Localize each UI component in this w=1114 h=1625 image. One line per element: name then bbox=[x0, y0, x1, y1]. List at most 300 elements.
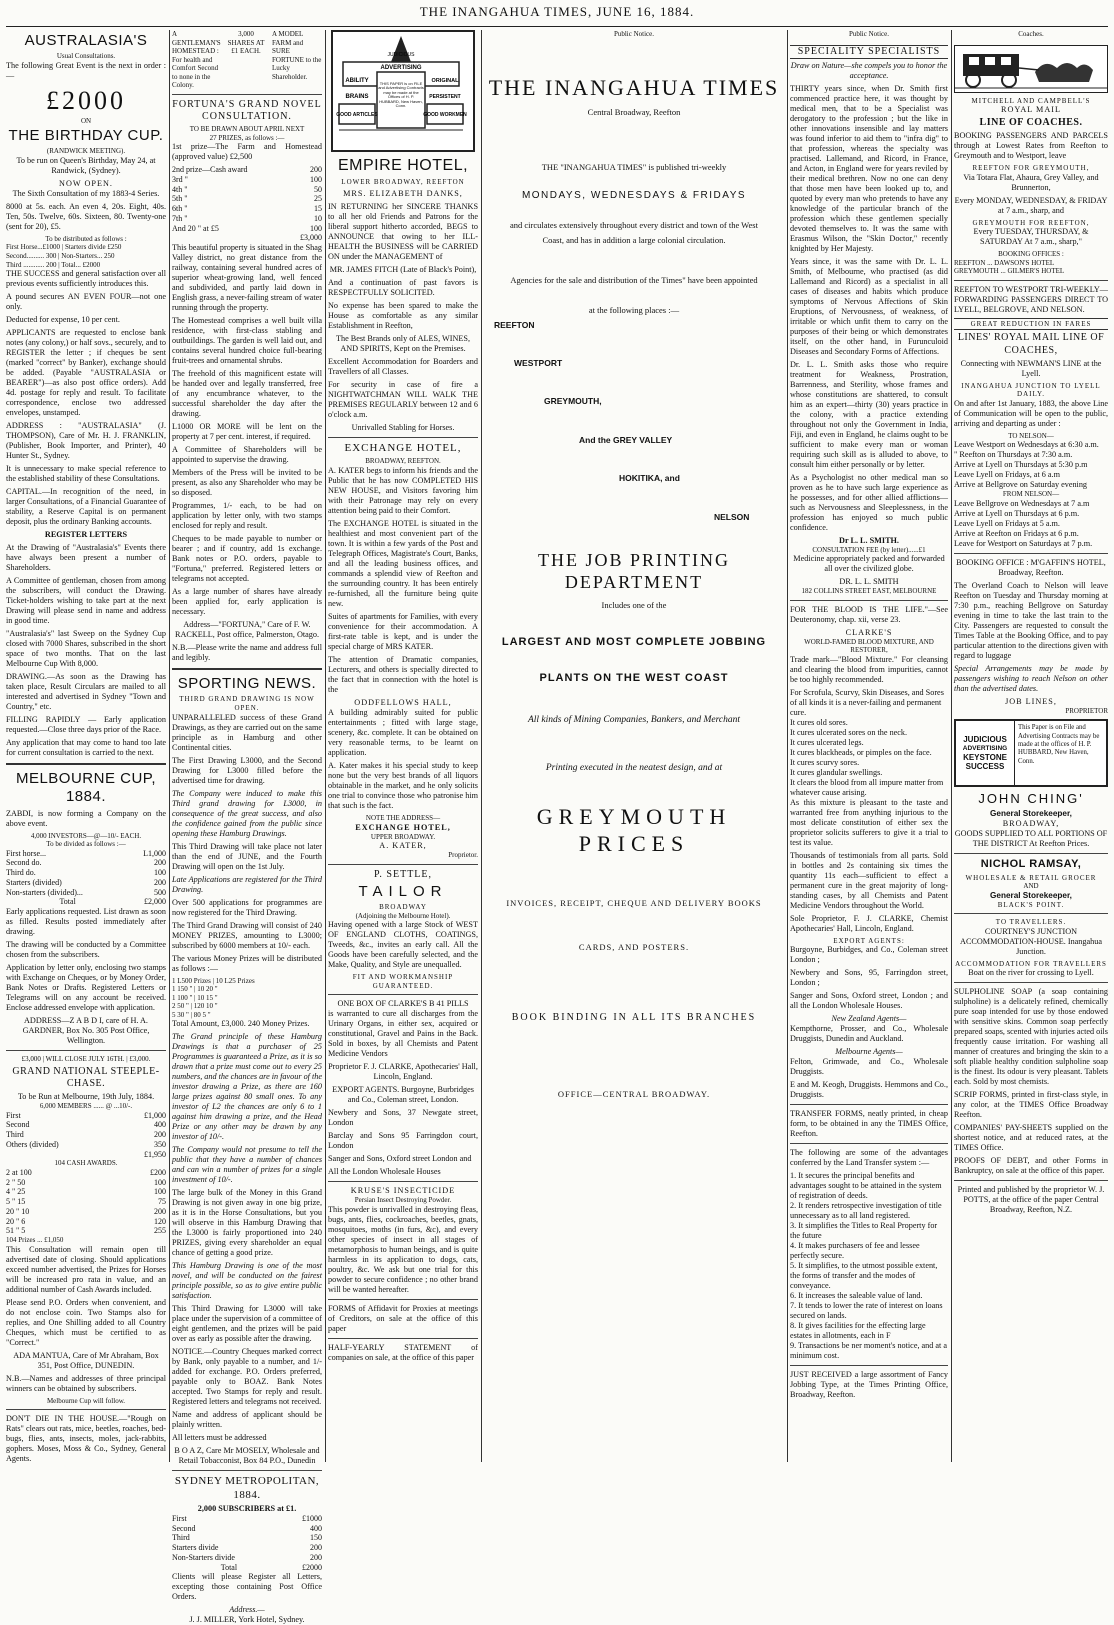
table-row bbox=[6, 1150, 166, 1160]
cell: L1,000 bbox=[143, 848, 166, 858]
cell: 5th " bbox=[172, 194, 188, 204]
cell: 400 bbox=[154, 1120, 166, 1130]
paragraph: ADA MANTUA, Care of Mr Abraham, Box 351, Post Office, DUNEDIN. bbox=[13, 1350, 159, 1370]
divider bbox=[328, 864, 478, 865]
table-row bbox=[6, 897, 166, 907]
schedule-line: Leave Westport on Wednesdays at 6:30 a.m. bbox=[954, 440, 1099, 450]
text: A MODEL FARM and SURE FORTUNE to the Lucky Shareholder. bbox=[272, 30, 322, 81]
text: 27 PRIZES, as follows :— bbox=[209, 133, 285, 142]
place-greymouth: GREYMOUTH, bbox=[544, 396, 602, 407]
melbourne-cup-heading: MELBOURNE CUP, 1884. bbox=[15, 770, 157, 806]
paragraph: Burgoyne, Burbidges, and Co., Coleman street London ; bbox=[790, 945, 948, 965]
clarke-heading: CLARKE'S bbox=[845, 627, 893, 637]
paragraph: The Overland Coach to Nelson will leave Reefton on Tuesday and Thursday morning at 7:30 p.m., reaching Bellgrove on Saturday evening in time to take the last train to the City. Passengers are requested to consult the Times Table at the Booking Office, and to pay particular attention to the directions given with regard to luggage bbox=[954, 580, 1108, 660]
list-item: 1. It secures the principal benefits and advantages sought to be attained in the system of registration of deeds. bbox=[790, 1171, 942, 1201]
cell: 5 " 15 bbox=[6, 1197, 26, 1207]
paragraph: L1000 OR MORE will be lent on the property at 7 per cent. interest, if required. bbox=[172, 422, 322, 442]
list-item: 4. It makes purchasers of fee and lessee perfectly secure. bbox=[790, 1241, 920, 1261]
text: BROADWAY, bbox=[1002, 819, 1060, 829]
cell: Starters (divided) bbox=[6, 877, 62, 887]
cell: 255 bbox=[154, 1226, 166, 1236]
cell: 150 bbox=[310, 1533, 322, 1543]
prize-line: 1 100 " | 10 15 " bbox=[172, 993, 218, 1002]
text: Includes one of the bbox=[601, 599, 667, 610]
paragraph: A building admirably suited for public entertainments ; fitted with large stage, scenery, &c. complete. It can be obtained on very reasonable terms, to be learnt on application. bbox=[328, 707, 478, 757]
table-row bbox=[172, 233, 322, 243]
cell: Second bbox=[6, 1120, 30, 1130]
paragraph: DON'T DIE IN THE HOUSE.—"Rough on Rats" clears out rats, mice, beetles, roaches, bed-bugs, flies, ants, insects, moles, jack-rabbits, gophers. Moses, Moss & Co., Sydney, General Agents. bbox=[6, 1414, 166, 1464]
paragraph: The Homestead comprises a well built villa residence, with first-class stabling and outbuildings. The garden is well laid out, and contains several hundred choice full-bearing fruit-trees and ornamental shrubs. bbox=[172, 316, 322, 366]
paragraph: Printed and published by the proprietor W. J. POTTS, at the office of the paper Central Broadway, Reefton, N.Z. bbox=[957, 1185, 1105, 1215]
cell: £2,000 bbox=[144, 897, 166, 907]
paragraph: CAPITAL.—In recognition of the need, in larger Consultations, of a Financial Guarantee of stability, a Reserve Capital is on permanent deposit, plus the ordinary Banking accounts. bbox=[6, 487, 166, 527]
cell: 100 bbox=[310, 223, 322, 233]
text: AND bbox=[1023, 882, 1039, 891]
table-row bbox=[6, 1217, 166, 1227]
cell: 25 bbox=[314, 194, 322, 204]
cell: £1,000 bbox=[144, 1110, 166, 1120]
cell: Third do. bbox=[6, 868, 36, 878]
table-row bbox=[172, 194, 322, 204]
paragraph: At the Drawing of "Australasia's" Events there have always been present a number of Shareholders. bbox=[6, 543, 166, 573]
table-row bbox=[6, 1226, 166, 1236]
paragraph: REEFTON TO WESTPORT TRI-WEEKLY—FORWARDING PASSENGERS DIRECT TO LYELL, BELGROVE, AND NELSON. bbox=[954, 284, 1108, 314]
paragraph: Thousands of testimonials from all parts. Sold in bottles and 2s containing six times the quantity 11s each—sufficient to effect a permanent cure in the great majority of long-standing cases, by all Chemists and Patent Medicine Vendors throughout the World. bbox=[790, 850, 948, 910]
stamp-word: GOOD ARTICLES bbox=[336, 112, 378, 118]
table-row bbox=[6, 868, 166, 878]
paragraph: Kempthorne, Prosser, and Co., Wholesale Druggists, Dunedin and Auckland. bbox=[790, 1024, 948, 1044]
cell: Non-Starters divide bbox=[172, 1552, 235, 1562]
ad-text: This Paper is on File and Advertising Contracts may be made at the offices of H. P. HUBBARD, New Haven, Conn. bbox=[1018, 724, 1100, 765]
public-notice-label: Public Notice. bbox=[613, 30, 655, 38]
paragraph: Unrivalled Stabling for Horses. bbox=[351, 423, 455, 433]
text: MITCHELL AND CAMPBELL'S bbox=[971, 96, 1091, 105]
stamp-word: JUDICIOUS bbox=[387, 52, 415, 58]
text: To be Run at Melbourne, 19th July, 1884. bbox=[17, 1092, 155, 1102]
paragraph: No expense has been spared to make the House as comfortable as any similar Establishment in Reefton, bbox=[328, 301, 478, 331]
table-row bbox=[172, 204, 322, 214]
text: REEFTON FOR GREYMOUTH, bbox=[972, 164, 1090, 173]
paragraph: DRAWING.—As soon as the Drawing has taken place, Result Circulars are mailed to all interested and advertised in Sydney "Town and Country," etc. bbox=[6, 672, 166, 712]
text: BROADWAY, REEFTON. bbox=[365, 457, 441, 466]
divider bbox=[954, 1180, 1108, 1181]
text: FROM NELSON— bbox=[1002, 490, 1060, 499]
coach-graphic bbox=[955, 46, 1107, 90]
paragraph: Every TUESDAY, THURSDAY, & SATURDAY At 7 a.m., sharp," bbox=[973, 227, 1089, 247]
divider bbox=[328, 1299, 478, 1300]
divider bbox=[790, 1365, 948, 1366]
divider bbox=[954, 553, 1108, 554]
paragraph: Sanger and Sons, Oxford street, London ; and all the London Wholesale Houses. bbox=[790, 991, 948, 1011]
table-row bbox=[6, 1168, 166, 1178]
paragraph: Having opened with a large Stock of WEST OF ENGLAND CLOTHS, COATINGS, Tweeds, &c., invites an early call. All the Goods have been carefully selected, and the Make, Quality, and Style are unequalled. bbox=[328, 920, 478, 970]
paragraph: Address—"FORTUNA," Care of F. W. RACKELL, Post office, Palmerston, Otago. bbox=[174, 620, 320, 640]
paragraph: FILLING RAPIDLY — Early application requested.—Close three days prior of the Race. bbox=[6, 715, 166, 735]
paragraph: Suites of apartments for Families, with every convenience for their accommodation. A first-rate table is kept, and is under the special charge of MRS KATER. bbox=[328, 611, 478, 651]
paragraph: The drawing will be conducted by a Committee chosen from the subscribers. bbox=[6, 940, 166, 960]
table-row bbox=[172, 175, 322, 185]
paragraph: Proprietor F. J. CLARKE, Apothecaries' Hall, Lincoln, England. bbox=[328, 1062, 478, 1082]
paragraph: Cheques to be made payable to number or bearer ; and if country, add 1s exchange. Bank notes or P.O. orders, payable to "Fortuna," preferred. Registered letters or telegrams not accepted. bbox=[172, 534, 322, 584]
column-2 bbox=[172, 30, 323, 1625]
text: To be divided as follows :— bbox=[46, 840, 126, 849]
coaches-label: Coaches. bbox=[1018, 30, 1044, 38]
column-divider bbox=[787, 30, 788, 1462]
table-row bbox=[6, 1140, 166, 1150]
text: BOOKING OFFICES : bbox=[998, 250, 1064, 259]
cell: First bbox=[6, 1110, 21, 1120]
paragraph: This Consultation will remain open till advertised date of closing. Should applications exceed number advertised, the Prizes for Horses will be increased pro rata in value, and an additional number of Cash Awards included. bbox=[6, 1244, 166, 1294]
cell: 500 bbox=[154, 887, 166, 897]
paragraph: ADDRESS—Z A B D I, care of H. A. GARDNER, Box No. 305 Post Office, Wellington. bbox=[22, 1016, 150, 1046]
text: Persian Insect Destroying Powder. bbox=[354, 1196, 452, 1205]
steeplechase-heading: GRAND NATIONAL STEEPLE-CHASE. bbox=[12, 1065, 160, 1089]
john-ching-heading: JOHN CHING' bbox=[978, 791, 1084, 807]
paragraph: "Australasia's" last Sweep on the Sydney Cup closed with 7000 Shares, subscribed in the short space of two months. That on the last Melbourne Cup With 8,000. bbox=[6, 629, 166, 669]
paragraph: EXPORT AGENTS. Burgoyne, Burbridges and Co., Coleman street, London. bbox=[332, 1085, 474, 1105]
table-row bbox=[172, 1563, 322, 1573]
cell: First bbox=[172, 1513, 187, 1523]
divider bbox=[6, 1409, 166, 1410]
paragraph: E and M. Keogh, Druggists. Hemmons and Co., Druggists. bbox=[790, 1080, 948, 1100]
table-row bbox=[6, 858, 166, 868]
ad-word: JUDICIOUS bbox=[963, 734, 1007, 744]
text: 104 CASH AWARDS. bbox=[54, 1159, 118, 1168]
cash-awards-table bbox=[6, 1168, 166, 1236]
paragraph: FORMS of Affidavit for Proxies at meetings of Creditors, on sale at the office of this paper bbox=[328, 1303, 478, 1333]
text: ON bbox=[80, 116, 92, 125]
cell: Non-starters (divided)... bbox=[6, 887, 83, 897]
text: REEFTON ... DAWSON'S HOTEL bbox=[954, 258, 1055, 267]
paragraph: The Company were induced to make this Third grand drawing for L3000, in consequence of the great success, and also the confidence gained from the public since opening these Hamburg Drawings. bbox=[172, 788, 322, 838]
list-item: It cures ulcerated legs. bbox=[790, 737, 864, 747]
clarke-pills-heading: ONE BOX OF CLARKE'S B 41 PILLS bbox=[337, 999, 469, 1009]
text: General Storekeeper, bbox=[990, 809, 1072, 819]
text: CARDS, AND POSTERS. bbox=[578, 942, 690, 953]
table-row bbox=[172, 1543, 322, 1553]
paragraph: Excellent Accommodation for Boarders and Travellers of all Classes. bbox=[328, 357, 478, 377]
settle-heading: P. SETTLE, bbox=[373, 868, 433, 880]
text: MRS. ELIZABETH DANKS, bbox=[343, 189, 463, 199]
table-row bbox=[6, 1178, 166, 1188]
prize-table bbox=[172, 1514, 322, 1573]
ad-word: ADVERTISING bbox=[962, 744, 1008, 752]
paragraph: Barclay and Sons 95 Farringdon court, London bbox=[328, 1131, 478, 1151]
text: General Storekeeper, bbox=[990, 890, 1072, 900]
divider bbox=[790, 1104, 948, 1105]
paragraph: Felton, Grimwade, and Co., Wholesale Druggists. bbox=[790, 1057, 948, 1077]
prize-line: Second.......... 300 | Non-Starters... 250 bbox=[6, 251, 115, 260]
column-divider bbox=[951, 30, 952, 1462]
list-item: It cures blackheads, or pimples on the face. bbox=[790, 747, 932, 757]
cell: 200 bbox=[154, 1206, 166, 1216]
paragraph: Clients will please Register all Letters, excepting those containing Post Office Orders. bbox=[172, 1572, 322, 1602]
divider bbox=[328, 1338, 478, 1339]
text: GREYMOUTH ... GILMER'S HOTEL bbox=[954, 267, 1065, 276]
text: DR. L. L. SMITH bbox=[839, 577, 899, 587]
text: BOOK BINDING IN ALL ITS BRANCHES bbox=[511, 1012, 757, 1024]
text: The following Great Event is the next in order :— bbox=[6, 60, 166, 80]
column-4 bbox=[484, 30, 784, 1462]
paragraph: A Committee of gentleman, chosen from among the subscribers, will conduct the Drawing. Ticket-holders wishing to take part at the next Drawing will please send in name and address in good time. bbox=[6, 576, 166, 626]
paragraph: SCRIP FORMS, printed in first-class style, in any color, at the TIMES Office Broadway Reefton. bbox=[954, 1090, 1108, 1120]
table-row bbox=[172, 1553, 322, 1563]
paragraph: COMPANIES' PAY-SHEETS supplied on the shortest notice, and at reduced rates, at the TIMES Office. bbox=[954, 1123, 1108, 1153]
cell: Second do. bbox=[6, 858, 42, 868]
greymouth-prices: GREYMOUTH PRICES bbox=[536, 804, 732, 856]
paragraph: IN RETURNING her SINCERE THANKS to all her old Friends and Patrons for the liberal support hitherto accorded, BEGS to ANNOUNCE that owing to her ILL-HEALTH the BUSINESS will be CARRIED ON under the MANAGEMENT of bbox=[328, 202, 478, 262]
text: 2,000 SUBSCRIBERS at £1. bbox=[197, 1503, 297, 1513]
paragraph: Boat on the river for crossing to Lyell. bbox=[968, 968, 1094, 978]
speciality-heading: SPECIALITY SPECIALISTS bbox=[790, 45, 948, 59]
list-item: It cures glandular swellings. bbox=[790, 767, 883, 777]
divider bbox=[172, 668, 322, 670]
text: All kinds of Mining Companies, Bankers, and Merchant bbox=[527, 714, 741, 725]
text: WORLD-FAMED BLOOD MIXTURE, AND RESTORER, bbox=[804, 637, 934, 655]
paragraph: The Best Brands only of ALES, WINES, AND SPIRITS, Kept on the Premises. bbox=[335, 334, 471, 354]
table-row bbox=[172, 1524, 322, 1534]
cell: £1,950 bbox=[144, 1149, 166, 1159]
paragraph: The Grand principle of these Hamburg Drawings is that a purchaser of 25 Programmes is guaranteed a Prize, as it is so drawn that a prize must come out to every 25 numbers, and the chances are in favour of the investor drawing a Prize, as there are 160 large prizes against 80 small ones. To any investor of L2 the chances are only 6 to 1 against him drawing a prize, and the Head Prize or any other may be drawn by any investor of 10/-. bbox=[172, 1032, 323, 1142]
masthead: THE INANGAHUA TIMES, JUNE 16, 1884. bbox=[419, 4, 695, 19]
cell: 200 bbox=[310, 1552, 322, 1562]
text: TO TRAVELLERS. bbox=[995, 918, 1067, 927]
coach-engraving-image bbox=[954, 45, 1108, 93]
paragraph: JUST RECEIVED a large assortment of Fancy Jobbing Type, at the Times Printing Office, Broadway, Reefton. bbox=[790, 1370, 948, 1400]
stamp-word: ABILITY bbox=[345, 78, 369, 84]
text: Agencies for the sale and distribution of the Times" have been appointed bbox=[510, 274, 758, 285]
line-of-coaches-heading: LINE OF COACHES. bbox=[979, 117, 1083, 129]
text: To be run on Queen's Birthday, May 24, at Randwick, (Sydney). bbox=[16, 155, 156, 175]
paragraph: N.B.—Please write the name and address full and legibly. bbox=[172, 643, 322, 663]
list-item: For Scrofula, Scurvy, Skin Diseases, and Sores of all kinds it is a never-failing and permanent cure. bbox=[790, 687, 944, 717]
paragraph: Early applications requested. List drawn as soon as filled. Results posted immediately after drawing. bbox=[6, 907, 166, 937]
empire-hotel-heading: EMPIRE HOTEL, bbox=[337, 157, 469, 174]
text: Dr L. L. SMITH. bbox=[839, 535, 899, 545]
sporting-news-heading: SPORTING NEWS. bbox=[177, 675, 317, 693]
cell: Third bbox=[172, 1533, 190, 1543]
judicious-advertising-ad bbox=[954, 719, 1108, 787]
table-row bbox=[6, 888, 166, 898]
text: 8000 at 5s. each. An even 4, 20s. Eight, 40s. Ten, 50s. Twelve, 60s. Sixteen, 80. Twenty-one (sent for 20), £5. bbox=[6, 201, 166, 231]
cell: 100 bbox=[154, 1187, 166, 1197]
text: PROPRIETOR bbox=[1065, 706, 1108, 715]
paragraph: Sanger and Sons, Oxford street London and bbox=[328, 1154, 472, 1164]
schedule-line: Arrive at Reefton on Fridays at 6 p.m. bbox=[954, 528, 1079, 538]
table-row bbox=[6, 849, 166, 859]
stamp-word: ADVERTISING bbox=[380, 65, 422, 71]
divider bbox=[954, 982, 1108, 983]
cell: Total bbox=[59, 897, 76, 907]
divider bbox=[790, 600, 948, 601]
text: New Zealand Agents— bbox=[831, 1014, 907, 1024]
insecticide-heading: KRUSE'S INSECTICIDE bbox=[350, 1186, 456, 1196]
cell: 120 bbox=[154, 1216, 166, 1226]
table-row bbox=[172, 165, 322, 175]
place-grey-valley: And the GREY VALLEY bbox=[579, 434, 673, 445]
paragraph: The Third Grand Drawing will consist of 240 MONEY PRIZES, amounting to L3000; subscribed by 6000 members at 10/- each. bbox=[172, 920, 322, 950]
paragraph: FOR THE BLOOD IS THE LIFE."—See Deuteronomy, chap. xii, verse 23. bbox=[790, 604, 948, 624]
cell: 350 bbox=[154, 1139, 166, 1149]
text: Address.— bbox=[229, 1605, 265, 1615]
paragraph: Connecting with NEWMAN'S LINE at the Lyell. bbox=[960, 358, 1102, 378]
prize-line: First Horse...£1000 | Starters divide £250 bbox=[6, 243, 122, 252]
cell: 6th " bbox=[172, 204, 188, 214]
text: OFFICE—CENTRAL BROADWAY. bbox=[557, 1088, 711, 1099]
cell: £3,000 bbox=[300, 233, 322, 243]
paragraph: The attention of Dramatic companies, Lecturers, and others is specially directed to the fact that in connection with the hotel is the bbox=[328, 654, 478, 694]
text: ROYAL MAIL bbox=[1001, 105, 1061, 115]
cell: Others (divided) bbox=[6, 1139, 59, 1149]
tailor-heading: TAILOR bbox=[358, 882, 448, 900]
cell: Starters divide bbox=[172, 1543, 219, 1553]
table-row bbox=[6, 878, 166, 888]
paragraph: This Hamburg Drawing is one of the most novel, and will be conducted on the fairest principle possible, so as to give entire public satisfaction. bbox=[172, 1261, 322, 1301]
stamp-word: PERSISTENT bbox=[429, 94, 461, 100]
stamp-word: ORIGINAL bbox=[431, 78, 459, 84]
column-3 bbox=[328, 30, 478, 1462]
column-divider bbox=[325, 30, 326, 1462]
cell: £200 bbox=[150, 1167, 166, 1177]
fortuna-heading: FORTUNA'S GRAND NOVEL CONSULTATION. bbox=[172, 98, 322, 122]
paragraph: All the London Wholesale Houses bbox=[328, 1167, 441, 1177]
paragraph: Newbery and Sons, 95, Farringdon street, London ; bbox=[790, 968, 948, 988]
column-divider bbox=[169, 30, 170, 1462]
job-printing-heading: THE JOB PRINTING DEPARTMENT bbox=[538, 549, 730, 592]
text: Melbourne Agents— bbox=[835, 1047, 903, 1057]
text: LARGEST AND MOST COMPLETE JOBBING bbox=[501, 636, 767, 649]
text: A GENTLEMAN'S HOMESTEAD : For health and Comfort Second to none in the Colony. bbox=[172, 30, 221, 90]
text: FIT AND WORKMANSHIP GUARANTEED. bbox=[352, 973, 454, 990]
schedule-line: Leave Lyell on Fridays at 5 a.m. bbox=[954, 518, 1060, 528]
paragraph: A Committee of Shareholders will be appointed to supervise the drawing. bbox=[172, 445, 322, 465]
text: NOTE THE ADDRESS— bbox=[365, 813, 441, 822]
publication-days: MONDAYS, WEDNESDAYS & FRIDAYS bbox=[521, 190, 747, 202]
paragraph: Via Totara Flat, Ahaura, Grey Valley, and Brunnerton, bbox=[963, 172, 1099, 192]
paragraph: is warranted to cure all discharges from the Urinary Organs, in either sex, acquired or constitutional, Gravel and Pains in the Back. Sold in boxes, by all Chemists and Patent Medicine Vendors bbox=[328, 1009, 478, 1059]
cell: 400 bbox=[310, 1523, 322, 1533]
paragraph: The various Money Prizes will be distributed as follows :— bbox=[172, 953, 322, 973]
divider bbox=[328, 437, 478, 438]
paragraph: The EXCHANGE HOTEL is situated in the healthiest and most convenient part of the town. It is within a few yards of the Post and Telegraph Offices, Magistrate's Court, Banks, and all the leading business offices, and commands a splendid view of Reefton and the surrounding country. It has been entirely re-furnished, all the furniture being quite new. bbox=[328, 518, 478, 608]
paragraph: REGISTER LETTERS bbox=[44, 530, 128, 540]
cell: 200 bbox=[310, 1543, 322, 1553]
divider bbox=[954, 913, 1108, 914]
text: LOWER BROADWAY, REEFTON bbox=[341, 177, 465, 186]
paragraph: APPLICANTS are requested to enclose bank notes (any colony,) or half sovs., securely, and to REGISTER the letter ; if cheques be sent (marked "correct" by Banker), exchange should be added. (Payable "AUSTRALASIA or BEARER")—as also post office orders). Add 4d. postage for reply and result. To facilitate correspondence, enclose two addressed envelopes, unstamped. bbox=[6, 328, 166, 418]
paragraph: Name and address of applicant should be plainly written. bbox=[172, 1410, 322, 1430]
ad-word: KEYSTONE bbox=[963, 752, 1007, 762]
text: ACCOMMODATION FOR TRAVELLERS bbox=[955, 959, 1107, 968]
text: ODDFELLOWS HALL, bbox=[354, 697, 452, 707]
paragraph: NOTICE.—Country Cheques marked correct by Bank, only payable to a number, and 1/- added for exchange. P.O. Orders preferred, payable only to BOAZ. Bank Notes accepted. Two Stamps for reply and result. Registered letters and telegrams not received. bbox=[172, 1347, 322, 1407]
paragraph: HALF-YEARLY STATEMENT of companies on sale, at the office of this paper bbox=[328, 1342, 478, 1362]
schedule-line: Leave for Westport on Saturdays at 7 p.m. bbox=[954, 538, 1093, 548]
cell: 3rd " bbox=[172, 174, 188, 184]
cell: Total bbox=[220, 1562, 238, 1572]
place-reefton: REEFTON bbox=[494, 319, 535, 330]
cell: 51 " 5 bbox=[6, 1226, 26, 1236]
paragraph: Application by letter only, enclosing two stamps with Exchange on Cheques, or by Money Order, Bank Notes or Drafts. Registered Letters or Telegrams will on any account be received. Enclose addressed envelope with application. bbox=[6, 963, 166, 1013]
paragraph: UNPARALLELED success of these Grand Drawings, as they are carried out on the same principle as in Hamburg and other Continental cities. bbox=[172, 712, 322, 752]
list-item: 6. It increases the saleable value of land. bbox=[790, 1291, 923, 1301]
paragraph: GOODS SUPPLIED TO ALL PORTIONS OF THE DISTRICT At Reefton Prices. bbox=[954, 829, 1108, 849]
list-item: 7. It tends to lower the rate of interest on loans secured on lands. bbox=[790, 1301, 943, 1321]
text: To be distributed as follows : bbox=[45, 234, 127, 243]
list-item: It cures ulcerated sores on the neck. bbox=[790, 727, 908, 737]
paragraph: ZABDI, is now forming a Company on the above event. bbox=[6, 808, 166, 828]
paragraph: Late Applications are registered for the Third Drawing. bbox=[172, 874, 322, 894]
paragraph: COURTNEY'S JUNCTION ACCOMMODATION-HOUSE. Inangahua Junction. bbox=[960, 926, 1102, 956]
cell: First horse... bbox=[6, 848, 46, 858]
paragraph: ADDRESS : "AUSTRALASIA" (J. THOMPSON), Care of Mr. H. J. FRANKLIN, (Publisher, Book Importer, and Printer), 40 Hunter St., Sydney. bbox=[6, 421, 166, 461]
text: at the following places :— bbox=[588, 305, 680, 316]
paragraph: This Third Drawing will take place not later than the end of JUNE, and the Fourth Drawing will open on the 1st July. bbox=[172, 841, 322, 871]
cell: 10 bbox=[314, 213, 322, 223]
table-row bbox=[172, 185, 322, 195]
paragraph: THE SUCCESS and general satisfaction over all previous events sufficiently introduces this. bbox=[6, 269, 166, 289]
divider bbox=[6, 763, 166, 765]
cell: 7th " bbox=[172, 213, 188, 223]
column-5 bbox=[790, 30, 948, 1462]
paragraph: The freehold of this magnificent estate will be handed over and legally transferred, free of any encumbrance whatever, to the successful shareholder the day after the drawing. bbox=[172, 369, 322, 419]
stamp-word: BRAINS bbox=[345, 94, 369, 100]
paragraph: Every MONDAY, WEDNESDAY, & FRIDAY at 7 a.m., sharp, and bbox=[954, 195, 1108, 215]
subheading: Usual Consultations. bbox=[56, 52, 116, 61]
cell: 2 at 100 bbox=[6, 1167, 32, 1177]
table-row bbox=[6, 1111, 166, 1121]
paragraph: SULPHOLINE SOAP (a soap containing sulpholine) is a delicately refined, chemically pure soap intended for use by those endowed with sensitive skins. Common soap perfectly prepared soaps, scented with injuries acted oils frequently cause irritation. For washing all manner of creatures and bringing the skin to a soft pliable healthy condition sulpholine soap is the finest. Its odour is very pleasant. Tablets each. Sold by most chemists. bbox=[954, 987, 1108, 1087]
text: GREAT REDUCTION IN FARES bbox=[954, 318, 1108, 331]
divider bbox=[954, 853, 1108, 854]
paragraph: And a continuation of past favors is RESPECTFULLY SOLICITED. bbox=[328, 278, 478, 298]
paragraph: TRANSFER FORMS, neatly printed, in cheap form, to be obtained in any the TIMES Office, Reefton. bbox=[790, 1109, 948, 1139]
schedule-line: Arrive at Lyell on Thursdays at 6 p.m. bbox=[954, 508, 1080, 518]
paragraph: All letters must be addressed bbox=[172, 1433, 267, 1443]
paragraph: Over 500 applications for programmes are now registered for the Third Drawing. bbox=[172, 897, 322, 917]
paragraph: N.B.—Names and addresses of three principal winners can be obtained by subscribers. bbox=[6, 1373, 166, 1393]
text: £3,000 | WILL CLOSE JULY 16TH. | £3,000. bbox=[21, 1055, 151, 1064]
text: EXPORT AGENTS: bbox=[833, 936, 905, 945]
sydney-metropolitan-heading: SYDNEY METROPOLITAN, 1884. bbox=[174, 1475, 320, 1501]
column-1 bbox=[6, 30, 166, 1462]
paragraph: Any application that may come to hand too late for current consultation is carried to the next. bbox=[6, 738, 166, 758]
divider bbox=[954, 280, 1108, 281]
text: 182 COLLINS STREET EAST, MELBOURNE bbox=[801, 587, 937, 596]
schedule-line: " Reefton on Thursdays at 7:30 a.m. bbox=[954, 450, 1073, 460]
text: 104 Prizes ... £1,050 bbox=[6, 1236, 64, 1245]
text: Proprietor. bbox=[448, 851, 478, 860]
table-row bbox=[172, 1533, 322, 1543]
farm-header bbox=[172, 30, 322, 90]
text: (Adjoining the Melbourne Hotel). bbox=[355, 911, 451, 920]
paragraph: The large bulk of the Money in this Grand Drawing is not given away in one big prize, as it is in the Horse Consultations, but you will observe in this Hamburg Drawing that the L3000 is fairly proportioned into 240 PRIZES, giving every shareholder an equal chance of getting a good prize. bbox=[172, 1188, 322, 1258]
column-6 bbox=[954, 30, 1108, 1462]
text: THE "INANGAHUA TIMES" is published tri-weekly bbox=[541, 161, 727, 172]
text: WHOLESALE & RETAIL GROCER bbox=[965, 873, 1097, 882]
cell: 4th " bbox=[172, 184, 188, 194]
paragraph: Total Amount, £3,000. 240 Money Prizes. bbox=[172, 1019, 310, 1029]
text: Printing executed in the neatest design, and at bbox=[545, 762, 723, 773]
text: THIRD GRAND DRAWING IS NOW OPEN. bbox=[179, 695, 315, 712]
paragraph: Please send P.O. Orders when convenient, and do not enclose coin. Two Stamps also for replies, and One Shilling added to all Country Cheques, which must be certified to as "Correct." bbox=[6, 1297, 166, 1347]
paragraph: Trade mark—"Blood Mixture." For cleansing and clearing the blood from impurities, cannot be too highly recommended. bbox=[790, 654, 948, 684]
paragraph: Sole Proprietor, F. J. CLARKE, Chemist Apothecaries' Hall, Lincoln, England. bbox=[790, 913, 948, 933]
prize-line: 2 50 " | 120 10 " bbox=[172, 1002, 218, 1011]
text: EXCHANGE HOTEL, bbox=[355, 822, 451, 832]
list-item: It cures scurvy sores. bbox=[790, 757, 860, 767]
paragraph: It is unnecessary to make special reference to the established stability of these Consultations. bbox=[6, 464, 166, 484]
